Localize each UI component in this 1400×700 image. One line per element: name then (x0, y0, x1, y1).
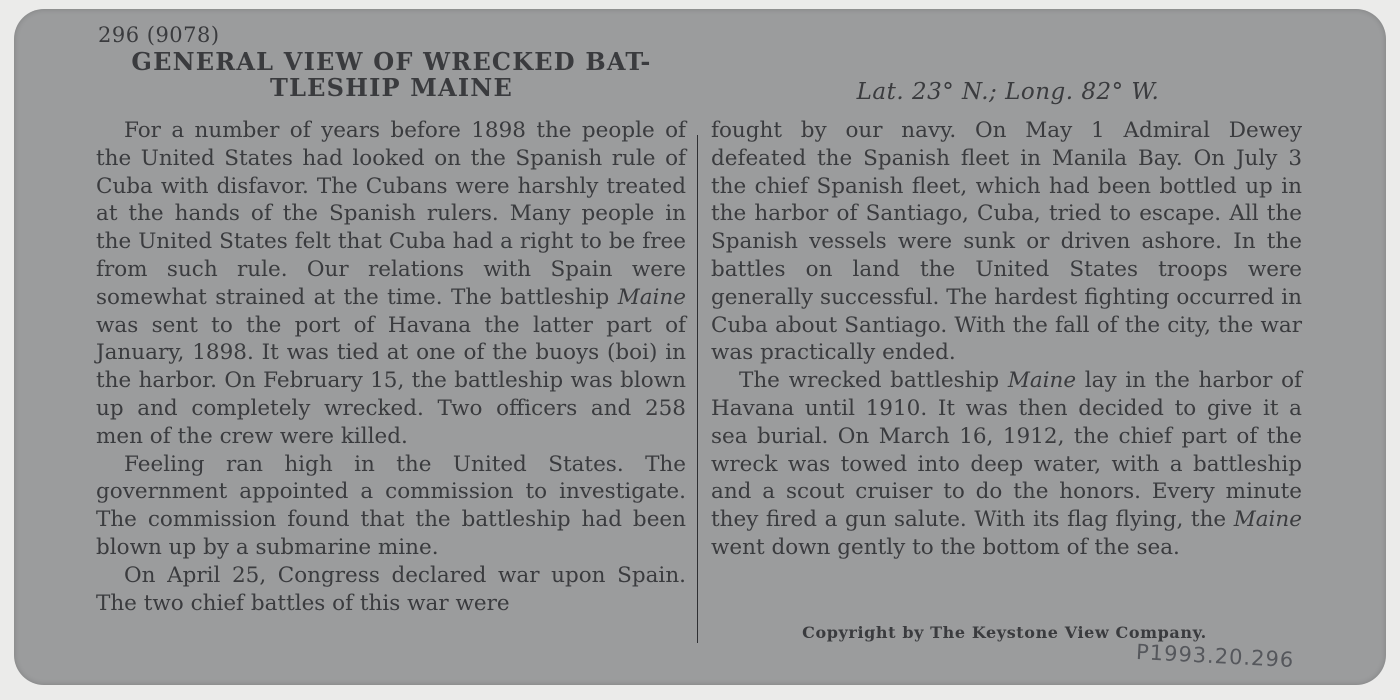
title-line-2: TLESHIP MAINE (270, 73, 513, 102)
copyright-notice: Copyright by The Keystone View Company. (802, 623, 1207, 642)
ship-name: Maine (1007, 368, 1077, 394)
accession-number: P1993.20.296 (1135, 639, 1295, 673)
ship-name: Maine (617, 284, 686, 310)
paragraph: fought by our navy. On May 1 Admiral Dewey defeated the Spanish fleet in Manila Bay. On July 3 the chief Spanish fleet, which had been bottled up in the harbor of Santiago, Cuba, tried to escape. All the Spanish vessels were sunk or driven ashore. In the battles on land the United States troops were generally successful. The hardest fighting occurred in Cuba about Santiago. With the fall of the city, the war was practically ended. (711, 118, 1302, 366)
coordinates: Lat. 23° N.; Long. 82° W. (856, 79, 1160, 105)
left-text-column (96, 117, 686, 617)
paragraph: Feeling ran high in the United States. The government appointed a commission to investigate. The commission found that the battleship had been blown up by a submarine mine. (96, 451, 686, 560)
paragraph: For a number of years before 1898 the people of the United States had looked on the Spanish rule of Cuba with disfavor. The Cubans were harshly treated at the hands of the Spanish rulers. Many people in the United States felt that Cuba had a right to be free from such rule. Our relations with Spain were somewhat strained at the time. The battleship Maine was sent to the port of Havana the latter part of January, 1898. It was tied at one of the buoys (boi) in the harbor. On February 15, the battleship was blown up and completely wrecked. Two officers and 258 men of the crew were killed. (96, 118, 686, 449)
card-title (94, 49, 689, 101)
paragraph: The wrecked battleship Maine lay in the harbor of Havana until 1910. It was then decided to give it a sea burial. On March 16, 1912, the chief part of the wreck was towed into deep water, with a battleship and a scout cruiser to do the honors. Every minute they fired a gun salute. With its flag flying, the Maine went down gently to the bottom of the sea. (711, 368, 1302, 560)
right-text-column (711, 117, 1302, 562)
column-divider (697, 135, 698, 643)
ship-name: Maine (1233, 507, 1302, 533)
stereograph-card-back (14, 9, 1386, 685)
paragraph: On April 25, Congress declared war upon Spain. The two chief battles of this war were (96, 562, 686, 616)
title-line-1: GENERAL VIEW OF WRECKED BAT- (131, 47, 652, 76)
catalog-number: 296 (9078) (98, 23, 220, 47)
